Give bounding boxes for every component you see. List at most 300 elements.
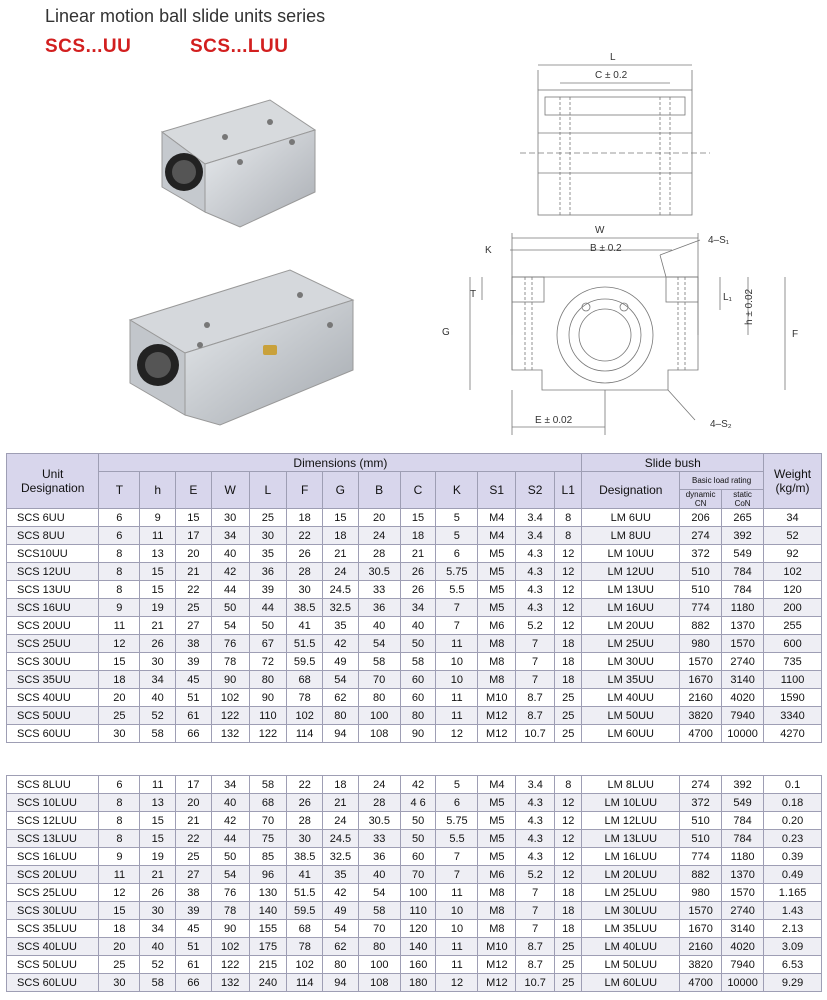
table-cell: SCS 25UU	[7, 635, 99, 653]
table-cell: 36	[358, 848, 400, 866]
table-cell: M5	[478, 812, 516, 830]
table-cell: 45	[176, 671, 212, 689]
table-cell: 32.5	[322, 599, 358, 617]
col-K: K	[436, 472, 478, 509]
table-cell: SCS 16UU	[7, 599, 99, 617]
table-cell: 140	[249, 902, 287, 920]
dim-E: E ± 0.02	[535, 415, 573, 426]
table-cell: 108	[358, 725, 400, 743]
table-cell: 110	[249, 707, 287, 725]
table-cell: 10	[436, 671, 478, 689]
table-cell: LM 20UU	[582, 617, 680, 635]
table-cell: 4.3	[516, 794, 555, 812]
table-cell: 25	[176, 848, 212, 866]
table-cell: 8	[99, 581, 140, 599]
table-cell: 7	[436, 617, 478, 635]
table-cell: 10.7	[516, 974, 555, 992]
col-C: C	[400, 472, 436, 509]
table-cell: 60	[400, 689, 436, 707]
table-cell: 44	[211, 581, 249, 599]
table-cell: 4.3	[516, 581, 555, 599]
table-row	[7, 848, 822, 866]
table-cell: 200	[764, 599, 822, 617]
table-cell: 510	[680, 830, 722, 848]
table-cell: 34	[764, 509, 822, 527]
table-cell: 25	[555, 725, 582, 743]
table-cell: 7	[516, 653, 555, 671]
table-cell: 102	[287, 956, 323, 974]
table-cell: 11	[436, 956, 478, 974]
page-title: Linear motion ball slide units series	[45, 6, 326, 26]
table-cell: 11	[99, 617, 140, 635]
table-cell: 175	[249, 938, 287, 956]
table-cell: 215	[249, 956, 287, 974]
table-cell: 11	[436, 884, 478, 902]
table-cell: 12	[555, 866, 582, 884]
table-cell: 15	[99, 902, 140, 920]
table-cell: M12	[478, 707, 516, 725]
table-cell: 90	[211, 920, 249, 938]
table-cell: 1590	[764, 689, 822, 707]
table-cell: 40	[211, 545, 249, 563]
table-cell: 54	[358, 635, 400, 653]
table-cell: 39	[249, 581, 287, 599]
table-cell: 50	[400, 635, 436, 653]
table-cell: 372	[680, 794, 722, 812]
table-cell: 18	[323, 776, 359, 794]
table-cell: 8	[99, 830, 140, 848]
table-cell: 7	[516, 635, 555, 653]
table-cell: 5	[436, 527, 478, 545]
table-cell: 784	[722, 830, 764, 848]
table-cell: 78	[211, 653, 249, 671]
table-cell: 0.18	[764, 794, 822, 812]
table-cell: 40	[211, 794, 249, 812]
table-cell: 24	[323, 812, 359, 830]
table-cell: 9	[140, 509, 176, 527]
table-cell: LM 35LUU	[582, 920, 680, 938]
table-cell: 3.4	[516, 776, 555, 794]
table-cell: 3140	[722, 671, 764, 689]
table-cell: 44	[211, 830, 249, 848]
table-cell: 25	[555, 938, 582, 956]
table-cell: 5.5	[436, 581, 478, 599]
table-cell: 102	[287, 707, 323, 725]
table-row	[7, 725, 822, 743]
table-cell: 132	[211, 725, 249, 743]
table-cell: 7	[516, 902, 555, 920]
table-cell: SCS 40UU	[7, 689, 99, 707]
table-cell: M5	[478, 545, 516, 563]
table-cell: 35	[322, 617, 358, 635]
table-cell: 60	[400, 671, 436, 689]
table-cell: SCS 40LUU	[7, 938, 99, 956]
table-cell: 26	[287, 545, 323, 563]
table-cell: 26	[140, 884, 176, 902]
table-cell: 52	[764, 527, 822, 545]
table-cell: LM 40UU	[582, 689, 680, 707]
table-cell: 54	[211, 617, 249, 635]
table-cell: 59.5	[287, 902, 323, 920]
table-cell: 12	[436, 974, 478, 992]
table-cell: 8	[99, 794, 140, 812]
table-cell: 1570	[680, 902, 722, 920]
table-row	[7, 974, 822, 992]
table-cell: 100	[358, 956, 400, 974]
table-row	[7, 812, 822, 830]
table-cell: 50	[249, 617, 287, 635]
table-cell: M8	[478, 902, 516, 920]
table-cell: 70	[249, 812, 287, 830]
table-cell: 18	[555, 884, 582, 902]
table-cell: 4700	[680, 725, 722, 743]
table-row	[7, 653, 822, 671]
table-cell: 0.1	[764, 776, 822, 794]
table-cell: 0.39	[764, 848, 822, 866]
table-cell: 54	[211, 866, 249, 884]
table-cell: 40	[400, 617, 436, 635]
table-cell: 12	[555, 581, 582, 599]
table-cell: 5.75	[436, 812, 478, 830]
table-cell: 4.3	[516, 599, 555, 617]
dim-B: B ± 0.2	[590, 243, 622, 254]
product-photo-uu	[150, 92, 325, 232]
dim-S1: 4–S₁	[708, 235, 730, 246]
table-cell: 18	[287, 509, 323, 527]
table-cell: 30	[99, 974, 140, 992]
table-cell: 12	[555, 599, 582, 617]
table-cell: 12	[555, 830, 582, 848]
table-cell: 140	[400, 938, 436, 956]
table-row	[7, 509, 822, 527]
table-cell: 122	[249, 725, 287, 743]
table-cell: 0.23	[764, 830, 822, 848]
table-cell: 7940	[722, 956, 764, 974]
table-cell: 4.3	[516, 848, 555, 866]
table-cell: 22	[176, 581, 212, 599]
table-cell: 20	[176, 794, 212, 812]
table-cell: 3820	[680, 707, 722, 725]
table-cell: 8.7	[516, 707, 555, 725]
table-cell: 25	[555, 956, 582, 974]
table-cell: 774	[680, 848, 722, 866]
table-cell: 1570	[680, 653, 722, 671]
table-cell: 12	[555, 617, 582, 635]
table-cell: M8	[478, 671, 516, 689]
table-cell: 100	[400, 884, 436, 902]
table-cell: 42	[322, 635, 358, 653]
table-cell: 40	[358, 866, 400, 884]
table-cell: 58	[249, 776, 287, 794]
table-cell: 17	[176, 527, 212, 545]
col-T: T	[99, 472, 140, 509]
table-cell: 96	[249, 866, 287, 884]
table-cell: 49	[323, 902, 359, 920]
table-cell: 3820	[680, 956, 722, 974]
table-cell: 68	[249, 794, 287, 812]
table-cell: 67	[249, 635, 287, 653]
table-cell: 155	[249, 920, 287, 938]
table-cell: 12	[555, 812, 582, 830]
table-cell: 22	[287, 776, 323, 794]
table-cell: 51	[176, 938, 212, 956]
table-cell: 30	[287, 830, 323, 848]
table-cell: 26	[400, 581, 436, 599]
table-cell: 22	[287, 527, 323, 545]
table-cell: 80	[323, 956, 359, 974]
table-cell: 102	[764, 563, 822, 581]
table-cell: 8	[555, 527, 582, 545]
table-cell: 4700	[680, 974, 722, 992]
table-cell: SCS 30UU	[7, 653, 99, 671]
table-cell: 49	[322, 653, 358, 671]
table-cell: 9.29	[764, 974, 822, 992]
weight-header: Weight (kg/m)	[764, 454, 822, 509]
table-cell: M5	[478, 794, 516, 812]
dynamic-header: dynamic CN	[680, 490, 722, 509]
table-cell: 68	[287, 671, 323, 689]
table-cell: 5.75	[436, 563, 478, 581]
table-cell: 11	[436, 689, 478, 707]
table-cell: SCS 50UU	[7, 707, 99, 725]
table-cell: 4.3	[516, 812, 555, 830]
table-cell: 122	[211, 956, 249, 974]
table-cell: 15	[140, 581, 176, 599]
table-cell: 75	[249, 830, 287, 848]
table-row	[7, 866, 822, 884]
table-cell: 33	[358, 581, 400, 599]
table-cell: SCS 60LUU	[7, 974, 99, 992]
table-cell: 36	[358, 599, 400, 617]
table-cell: 11	[436, 635, 478, 653]
table-cell: 50	[211, 848, 249, 866]
table-cell: 80	[249, 671, 287, 689]
table-cell: 114	[287, 725, 323, 743]
table-row	[7, 689, 822, 707]
table-cell: 8	[555, 776, 582, 794]
table-cell: 18	[99, 671, 140, 689]
dim-T: T	[470, 289, 477, 300]
table-cell: M8	[478, 920, 516, 938]
table-cell: 78	[287, 938, 323, 956]
table-cell: 122	[211, 707, 249, 725]
table-cell: 94	[323, 974, 359, 992]
table-row	[7, 635, 822, 653]
table-cell: 27	[176, 617, 212, 635]
table-cell: 35	[323, 866, 359, 884]
table-cell: 80	[358, 689, 400, 707]
table-cell: 24	[358, 527, 400, 545]
table-cell: 392	[722, 776, 764, 794]
table-cell: M5	[478, 563, 516, 581]
static-header: static CoN	[722, 490, 764, 509]
table-cell: 784	[722, 581, 764, 599]
table-cell: 62	[323, 938, 359, 956]
table-cell: LM 50LUU	[582, 956, 680, 974]
dim-L: L	[610, 52, 616, 63]
table-cell: M4	[478, 527, 516, 545]
table-cell: 206	[680, 509, 722, 527]
table-cell: 4 6	[400, 794, 436, 812]
table-cell: 24.5	[322, 581, 358, 599]
table-cell: 8	[99, 812, 140, 830]
table-cell: 8.7	[516, 689, 555, 707]
col-L: L	[249, 472, 287, 509]
table-cell: 114	[287, 974, 323, 992]
table-cell: 44	[249, 599, 287, 617]
table-cell: 10	[436, 902, 478, 920]
table-cell: 80	[358, 938, 400, 956]
table-cell: 274	[680, 776, 722, 794]
dim-L1: L₁	[723, 292, 732, 303]
table-cell: 1670	[680, 671, 722, 689]
table-cell: 20	[358, 509, 400, 527]
table-cell: 18	[555, 635, 582, 653]
dimensions-header: Dimensions (mm)	[99, 454, 582, 472]
table-cell: 52	[140, 707, 176, 725]
table-cell: M12	[478, 974, 516, 992]
table-cell: 34	[140, 920, 176, 938]
table-cell: M8	[478, 884, 516, 902]
table-cell: 1570	[722, 635, 764, 653]
table-cell: 4020	[722, 938, 764, 956]
table-row	[7, 794, 822, 812]
table-cell: 510	[680, 581, 722, 599]
table-cell: 5.2	[516, 617, 555, 635]
table-cell: 180	[400, 974, 436, 992]
table-cell: 30	[249, 527, 287, 545]
technical-drawing	[430, 45, 810, 445]
dim-S2: 4–S₂	[710, 419, 732, 430]
product-photo-luu	[125, 265, 360, 430]
table-row	[7, 776, 822, 794]
table-cell: 12	[555, 794, 582, 812]
table-row	[7, 599, 822, 617]
table-row	[7, 884, 822, 902]
table-cell: 3140	[722, 920, 764, 938]
table-cell: 2740	[722, 653, 764, 671]
table-row	[7, 920, 822, 938]
table-cell: 735	[764, 653, 822, 671]
table-cell: 3340	[764, 707, 822, 725]
table-cell: 34	[211, 776, 249, 794]
table-cell: 15	[140, 830, 176, 848]
table-cell: SCS 12LUU	[7, 812, 99, 830]
table-cell: 13	[140, 794, 176, 812]
table-cell: LM 25LUU	[582, 884, 680, 902]
table-cell: 85	[249, 848, 287, 866]
table-cell: LM 12UU	[582, 563, 680, 581]
table-cell: SCS 10LUU	[7, 794, 99, 812]
table-cell: 10.7	[516, 725, 555, 743]
table-cell: 19	[140, 848, 176, 866]
table-cell: 21	[176, 563, 212, 581]
table-cell: 18	[555, 920, 582, 938]
table-cell: 980	[680, 635, 722, 653]
dim-K: K	[485, 245, 492, 256]
table-cell: 130	[249, 884, 287, 902]
table-cell: 30.5	[358, 563, 400, 581]
table-cell: SCS 20LUU	[7, 866, 99, 884]
table-cell: LM 25UU	[582, 635, 680, 653]
table-cell: LM 8UU	[582, 527, 680, 545]
table-cell: 18	[555, 902, 582, 920]
table-cell: 1100	[764, 671, 822, 689]
table-cell: 50	[211, 599, 249, 617]
table-cell: 42	[211, 812, 249, 830]
table-cell: 7	[516, 884, 555, 902]
table-cell: 102	[211, 689, 249, 707]
table-cell: 12	[555, 563, 582, 581]
table-cell: 21	[323, 794, 359, 812]
table-row	[7, 527, 822, 545]
table-cell: 26	[400, 563, 436, 581]
table-cell: LM 50UU	[582, 707, 680, 725]
table-cell: SCS 12UU	[7, 563, 99, 581]
table-cell: LM 35UU	[582, 671, 680, 689]
table-cell: 21	[322, 545, 358, 563]
table-cell: 1.43	[764, 902, 822, 920]
table-cell: 6	[99, 776, 140, 794]
col-G: G	[322, 472, 358, 509]
table-cell: 108	[358, 974, 400, 992]
table-cell: 20	[176, 545, 212, 563]
table-cell: 549	[722, 794, 764, 812]
table-cell: 19	[140, 599, 176, 617]
table-row	[7, 707, 822, 725]
table-cell: M8	[478, 635, 516, 653]
table-cell: SCS 8LUU	[7, 776, 99, 794]
table-cell: M6	[478, 866, 516, 884]
col-F: F	[287, 472, 323, 509]
table-cell: 9	[99, 599, 140, 617]
table-cell: 15	[400, 509, 436, 527]
table-cell: 70	[400, 866, 436, 884]
table-cell: M5	[478, 830, 516, 848]
table-cell: 42	[323, 884, 359, 902]
table-cell: M4	[478, 509, 516, 527]
table-cell: LM 60UU	[582, 725, 680, 743]
table-row	[7, 581, 822, 599]
table-cell: 15	[140, 812, 176, 830]
table-cell: SCS 6UU	[7, 509, 99, 527]
table-cell: 100	[358, 707, 400, 725]
table-cell: 7	[436, 866, 478, 884]
table-cell: 36	[249, 563, 287, 581]
table-cell: 30	[140, 653, 176, 671]
table-cell: 42	[400, 776, 436, 794]
table-cell: 21	[400, 545, 436, 563]
table-cell: 28	[358, 794, 400, 812]
dim-h: h ± 0.02	[744, 288, 755, 325]
table-cell: LM 10LUU	[582, 794, 680, 812]
table-cell: 0.49	[764, 866, 822, 884]
table-cell: 11	[436, 707, 478, 725]
table-cell: 8	[99, 563, 140, 581]
table-cell: 4.3	[516, 563, 555, 581]
table-cell: 21	[176, 812, 212, 830]
table-cell: 18	[555, 653, 582, 671]
table-cell: 12	[555, 545, 582, 563]
table-cell: 92	[764, 545, 822, 563]
table-cell: 12	[99, 884, 140, 902]
table-cell: 120	[764, 581, 822, 599]
table-cell: 8	[555, 509, 582, 527]
table-cell: 41	[287, 866, 323, 884]
table-cell: 882	[680, 617, 722, 635]
table-cell: 510	[680, 563, 722, 581]
table-cell: 600	[764, 635, 822, 653]
